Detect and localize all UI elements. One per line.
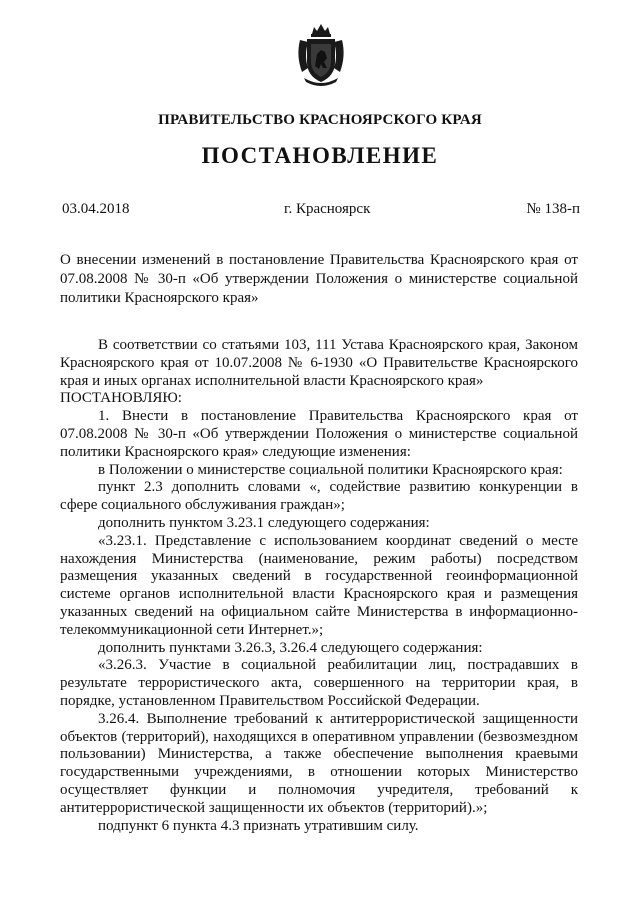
body-paragraph: подпункт 6 пункта 4.3 признать утратившим силу. bbox=[98, 817, 419, 834]
body-paragraph: в Положении о министерстве социальной политики Красноярского края: bbox=[98, 461, 563, 478]
krasnoyarsk-coat-of-arms-icon bbox=[296, 22, 346, 88]
document-meta-row bbox=[62, 201, 580, 221]
document-subject: О внесении изменений в постановление Правительства Красноярского края от 07.08.2008 № 30-п «Об утверждении Положения о министерстве социальной политики Красноярского края» bbox=[60, 252, 578, 306]
body-paragraph: 3.26.4. Выполнение требований к антитеррористической защищенности объектов (территорий), находящихся в оперативном управлении (безвозмездном пользовании) Министерства, а также обеспечение выполнения краевыми государственными учреждениями, в отношении которых Министерство осуществляет функции и полномочия учредителя, требований к антитеррористической защищенности их объектов (территорий).»; bbox=[60, 710, 578, 816]
body-paragraph: дополнить пунктом 3.23.1 следующего содержания: bbox=[98, 514, 430, 531]
resolution-word: ПОСТАНОВЛЯЮ: bbox=[60, 390, 182, 407]
document-type-title: ПОСТАНОВЛЕНИЕ bbox=[201, 143, 439, 168]
document-city: г. Красноярск bbox=[284, 201, 371, 217]
government-title: ПРАВИТЕЛЬСТВО КРАСНОЯРСКОГО КРАЯ bbox=[158, 112, 482, 128]
preamble-paragraph: В соответствии со статьями 103, 111 Устава Красноярского края, Законом Красноярского края от 10.07.2008 № 6-1930 «О Правительстве Красноярского края и иных органах исполнительной власти Красноярского края» bbox=[60, 337, 578, 389]
body-paragraph: 1. Внести в постановление Правительства Красноярского края от 07.08.2008 № 30-п «Об утверждении Положения о министерстве социальной политики Красноярского края» следующие изменения: bbox=[60, 408, 578, 460]
body-paragraph: дополнить пунктами 3.26.3, 3.26.4 следующего содержания: bbox=[98, 639, 483, 656]
document-number: № 138-п bbox=[526, 201, 580, 217]
body-paragraph: «3.23.1. Представление с использованием координат сведений о месте нахождения Министерства (наименование, режим работы) посредством размещения указанных сведений в государственной геоинформационной системе органов исполнительной власти Красноярского края и размещения указанных сведений на официальном сайте Министерства в информационно-телекоммуникационной сети Интернет.»; bbox=[60, 532, 578, 638]
body-paragraph: пункт 2.3 дополнить словами «, содействие развитию конкуренции в сфере социального обслуживания граждан»; bbox=[60, 479, 578, 514]
document-body bbox=[60, 337, 578, 835]
document-date: 03.04.2018 bbox=[62, 201, 130, 217]
body-paragraph: «3.26.3. Участие в социальной реабилитации лиц, пострадавших в результате террористического акта, совершенного на территории края, в порядке, установленном Правительством Российской Федерации. bbox=[60, 657, 578, 709]
